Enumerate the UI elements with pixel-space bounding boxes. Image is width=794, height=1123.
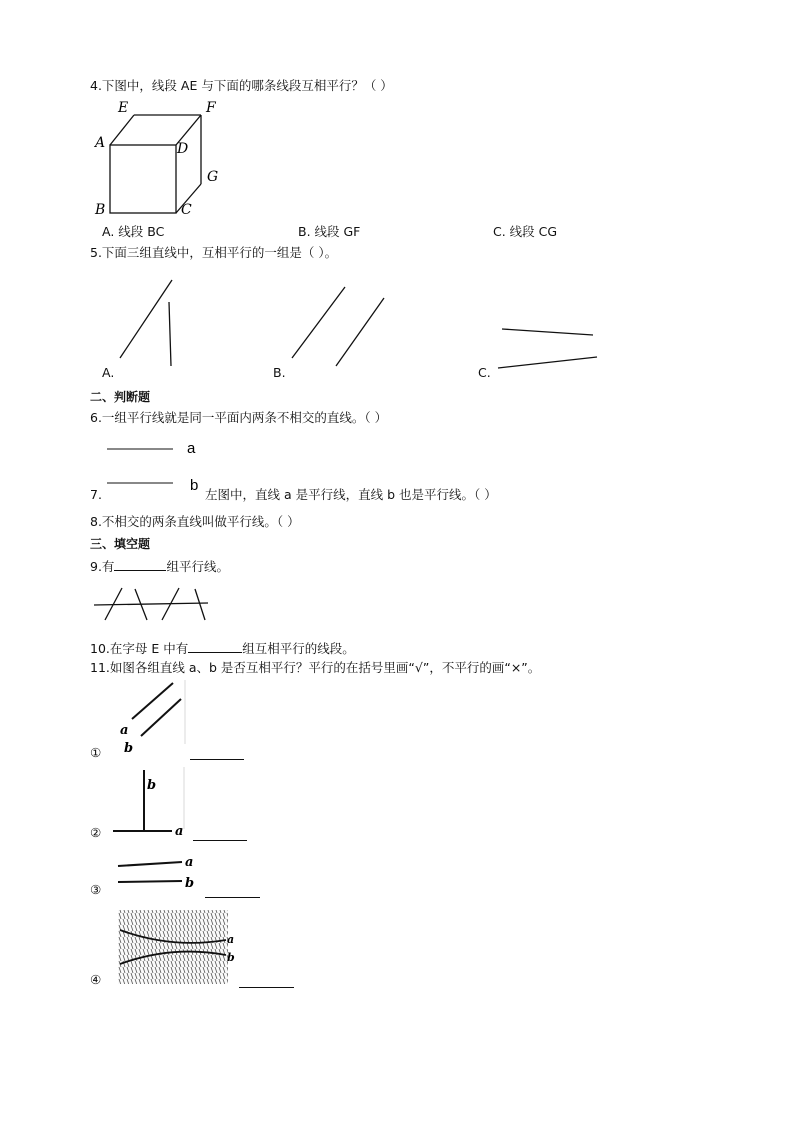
- q7-number: 7.: [90, 487, 102, 502]
- q11-4-radial-background: [118, 910, 228, 984]
- q4-option-a: A. 线段 BC: [102, 224, 165, 239]
- cube-edge-ae: [110, 115, 134, 145]
- q9-line-4: [195, 589, 205, 620]
- q11-1-number: ①: [90, 745, 102, 760]
- q11-3-line-b: [118, 881, 182, 882]
- q11-4-label-a: a: [227, 933, 235, 946]
- q11-4-number: ④: [90, 972, 102, 987]
- q5-option-a: A.: [102, 365, 115, 380]
- q11-3-line-a: [118, 862, 182, 866]
- q5b-line-2: [336, 298, 384, 366]
- q11-1-label-b: b: [124, 741, 134, 756]
- q11-2-label-b: b: [147, 778, 157, 793]
- q7-text: 左图中，直线 a 是平行线，直线 b 也是平行线。（ ）: [205, 487, 497, 502]
- q11-1-line-a: [132, 683, 173, 719]
- q11-3-number: ③: [90, 882, 102, 897]
- q11-2-number: ②: [90, 825, 102, 840]
- q11-2-answer-blank[interactable]: [193, 829, 247, 841]
- section2-title: 二、判断题: [90, 390, 151, 404]
- q5-option-c: C.: [478, 365, 491, 380]
- q4-text: 4.下图中，线段 AE 与下面的哪条线段互相平行？（ ）: [90, 78, 393, 93]
- q5c-line-2: [498, 357, 597, 368]
- q7-figure: [105, 440, 205, 500]
- q5c-line-1: [502, 329, 593, 335]
- q4-option-b: B. 线段 GF: [298, 224, 361, 239]
- label-C: C: [181, 202, 192, 218]
- q11-figure-4: [114, 907, 239, 989]
- label-E: E: [118, 100, 129, 116]
- q11-figure-1: [115, 680, 190, 760]
- label-G: G: [207, 169, 219, 185]
- q9-horizontal-line: [94, 603, 208, 605]
- q5a-line-1: [120, 280, 172, 358]
- q10-before: 10.在字母 E 中有: [90, 641, 189, 656]
- cube-front-face: [110, 145, 176, 213]
- q11-figure-3: [112, 853, 202, 898]
- section3-title: 三、填空题: [90, 537, 151, 551]
- q7-label-a: a: [187, 440, 196, 457]
- label-D: D: [177, 141, 189, 157]
- q11-3-label-b: b: [185, 876, 195, 891]
- q5b-line-1: [292, 287, 345, 358]
- q11-3-label-a: a: [185, 855, 194, 870]
- cube-figure: [90, 96, 230, 224]
- q5-option-b: B.: [273, 365, 286, 380]
- q10-line: [90, 641, 355, 656]
- q11-4-label-b: b: [227, 951, 235, 964]
- q11-4-answer-blank[interactable]: [239, 976, 294, 988]
- q10-answer-blank[interactable]: [188, 641, 242, 653]
- q5-figure-b: [285, 284, 395, 369]
- q5a-line-2: [169, 302, 171, 366]
- q9-before: 9.有: [90, 559, 115, 574]
- q11-text: 11.如图各组直线 a、b 是否互相平行？平行的在括号里画“√”，不平行的画“×”。: [90, 660, 541, 675]
- q11-figure-2: [110, 767, 195, 842]
- q4-option-c: C. 线段 CG: [493, 224, 558, 239]
- q11-2-label-a: a: [175, 824, 184, 839]
- q5-text: 5.下面三组直线中，互相平行的一组是（ ）。: [90, 245, 338, 260]
- q11-1-label-a: a: [120, 723, 129, 738]
- label-F: F: [206, 100, 216, 116]
- q9-line: [90, 559, 229, 574]
- q9-figure: [92, 586, 212, 626]
- q9-answer-blank[interactable]: [114, 559, 166, 571]
- q11-3-answer-blank[interactable]: [205, 886, 260, 898]
- label-A: A: [95, 135, 106, 151]
- q11-1-answer-blank[interactable]: [190, 748, 244, 760]
- q10-after: 组互相平行的线段。: [242, 641, 355, 656]
- q6-text: 6.一组平行线就是同一平面内两条不相交的直线。（ ）: [90, 410, 388, 425]
- q5-figure-a: [110, 278, 190, 373]
- q9-after: 组平行线。: [166, 559, 229, 574]
- q5-figure-c: [494, 324, 604, 374]
- label-B: B: [95, 202, 106, 218]
- q8-text: 8.不相交的两条直线叫做平行线。（ ）: [90, 514, 300, 529]
- q7-label-b: b: [190, 477, 199, 494]
